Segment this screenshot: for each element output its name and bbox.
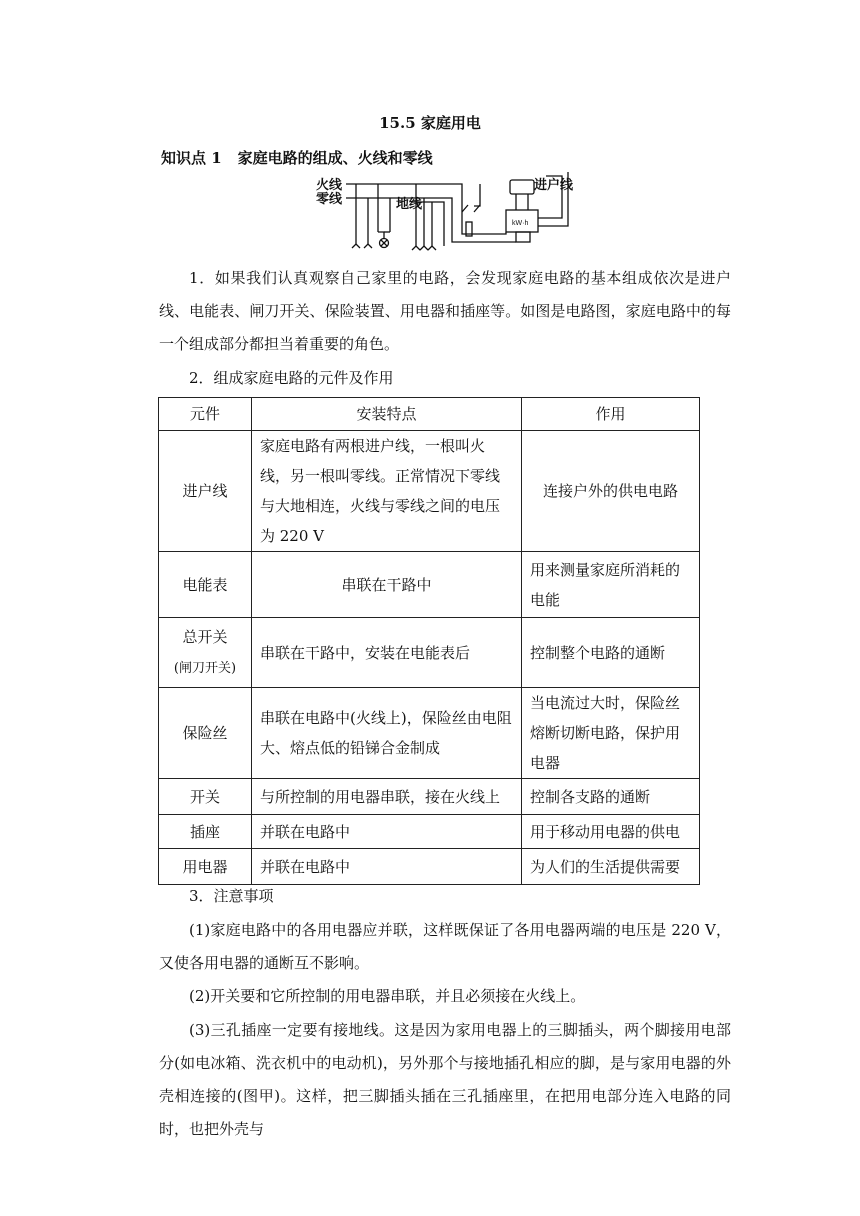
table-cell-name: 开关 (159, 779, 252, 815)
table-cell-feature: 串联在干路中 (252, 552, 522, 618)
table-cell-role: 控制整个电路的通断 (522, 618, 700, 688)
incoming-line-label: 进户线 (534, 177, 574, 192)
neutral-wire-label: 零线 (316, 191, 343, 206)
table-cell-role: 连接户外的供电电路 (522, 431, 700, 552)
paragraph-3: 3．注意事项 (189, 887, 274, 905)
section-label: 知识点 1 (161, 149, 222, 167)
table-cell-feature: 家庭电路有两根进户线，一根叫火线，另一根叫零线。正常情况下零线与大地相连，火线与零线之间的电压为 220 V (252, 431, 522, 552)
table-cell-feature: 串联在电路中(火线上)，保险丝由电阻大、熔点低的铅锑合金制成 (252, 688, 522, 779)
table-cell-feature: 串联在干路中，安装在电能表后 (252, 618, 522, 688)
table-cell-name (159, 618, 252, 688)
table-row (159, 431, 700, 552)
table-cell-role: 用来测量家庭所消耗的电能 (522, 552, 700, 618)
table-row (159, 618, 700, 688)
table-cell-name: 进户线 (159, 431, 252, 552)
section-title: 家庭电路的组成、火线和零线 (237, 149, 433, 167)
table-cell-role: 为人们的生活提供需要 (522, 849, 700, 885)
table-cell-feature: 与所控制的用电器串联，接在火线上 (252, 779, 522, 815)
table-cell-name-main: 总开关 (182, 627, 228, 646)
table-header: 元件 (159, 398, 252, 431)
table-row (159, 815, 700, 849)
table-cell-feature: 并联在电路中 (252, 815, 522, 849)
paragraph-6: (3)三孔插座一定要有接地线。这是因为家用电器上的三脚插头，两个脚接用电部分(如电冰箱、洗衣机中的电动机)，另外那个与接地插孔相应的脚，是与家用电器的外壳相连接的(图甲)。这样，把三脚插头插在三孔插座里，在把用电部分连入电路的同时，也把外壳与 (159, 1021, 731, 1138)
table-cell-role: 控制各支路的通断 (522, 779, 700, 815)
meter-label: kW·h (512, 220, 529, 227)
table-cell-role: 当电流过大时，保险丝熔断切断电路，保护用电器 (522, 688, 700, 779)
page-title: 15.5 家庭用电 (379, 114, 481, 132)
incoming-box (510, 180, 534, 194)
table-header: 作用 (522, 398, 700, 431)
components-table (158, 397, 700, 885)
paragraph-5: (2)开关要和它所控制的用电器串联，并且必须接在火线上。 (189, 987, 586, 1005)
household-circuit-diagram (312, 172, 582, 256)
table-row (159, 688, 700, 779)
live-wire-label: 火线 (316, 177, 343, 192)
table-cell-name-sub: (闸刀开关) (173, 660, 237, 676)
section-heading (161, 147, 433, 168)
table-cell-feature: 并联在电路中 (252, 849, 522, 885)
table-header-row (159, 398, 700, 431)
table-cell-name: 电能表 (159, 552, 252, 618)
table-cell-role: 用于移动用电器的供电 (522, 815, 700, 849)
table-row (159, 779, 700, 815)
table-header: 安装特点 (252, 398, 522, 431)
paragraph-2: 2．组成家庭电路的元件及作用 (189, 369, 394, 387)
paragraph-4: (1)家庭电路中的各用电器应并联，这样既保证了各用电器两端的电压是 220 V，又使各用电器的通断互不影响。 (159, 921, 731, 972)
table-cell-name: 用电器 (159, 849, 252, 885)
ground-wire-label: 地线 (396, 196, 423, 211)
table-row (159, 552, 700, 618)
table-cell-name: 插座 (159, 815, 252, 849)
table-cell-name: 保险丝 (159, 688, 252, 779)
paragraph-1: 1．如果我们认真观察自己家里的电路，会发现家庭电路的基本组成依次是进户线、电能表、闸刀开关、保险装置、用电器和插座等。如图是电路图，家庭电路中的每一个组成部分都担当着重要的角色。 (159, 269, 731, 353)
